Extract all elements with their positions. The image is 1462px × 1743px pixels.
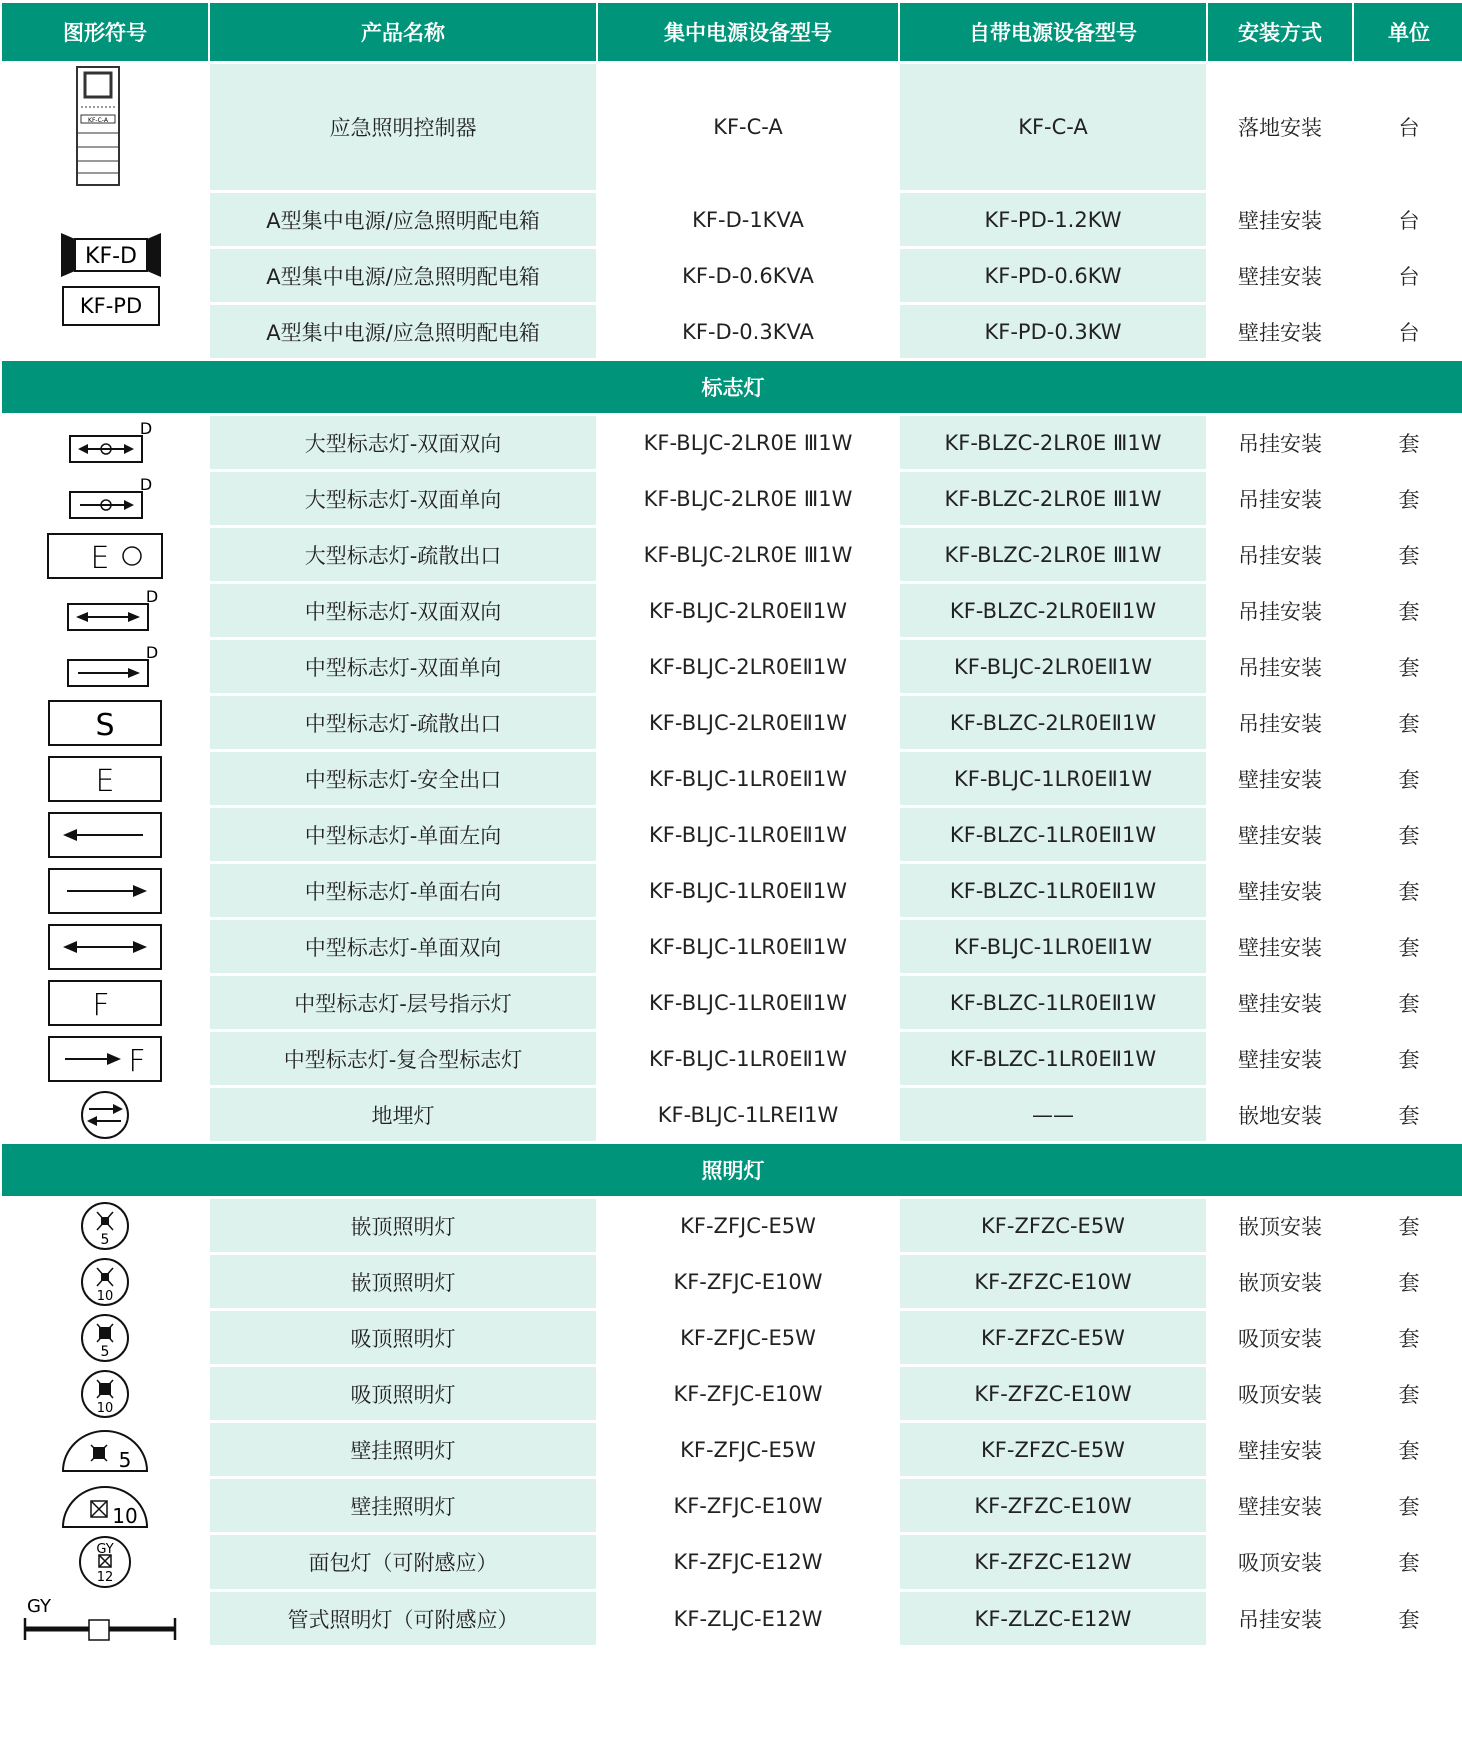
self-model: KF-BLZC-1LR0EⅡ1W bbox=[900, 976, 1206, 1029]
bread-light-icon bbox=[2, 1535, 208, 1589]
central-model: KF-D-1KVA bbox=[598, 193, 898, 246]
svg-text:D: D bbox=[145, 642, 159, 662]
unit: 套 bbox=[1354, 920, 1462, 973]
central-model: KF-BLJC-1LR0EⅡ1W bbox=[598, 1032, 898, 1085]
central-model: KF-ZFJC-E10W bbox=[598, 1479, 898, 1532]
unit: 套 bbox=[1354, 1535, 1462, 1589]
svg-text:10: 10 bbox=[112, 1503, 138, 1528]
central-model: KF-BLJC-2LR0E Ⅲ1W bbox=[598, 528, 898, 581]
install-method: 吸顶安装 bbox=[1208, 1311, 1352, 1364]
unit: 套 bbox=[1354, 528, 1462, 581]
central-model: KF-ZLJC-E12W bbox=[598, 1592, 898, 1645]
unit: 套 bbox=[1354, 584, 1462, 637]
self-model: KF-BLZC-1LR0EⅡ1W bbox=[900, 864, 1206, 917]
product-name: 面包灯（可附感应） bbox=[210, 1535, 596, 1589]
product-name: 大型标志灯-疏散出口 bbox=[210, 528, 596, 581]
svg-text:D: D bbox=[145, 586, 159, 606]
distribution-box-symbol-icon bbox=[2, 193, 208, 358]
central-model: KF-D-0.3KVA bbox=[598, 305, 898, 358]
self-model: KF-ZFZC-E5W bbox=[900, 1423, 1206, 1476]
self-model: KF-BLZC-2LR0EⅡ1W bbox=[900, 584, 1206, 637]
central-model: KF-ZFJC-E12W bbox=[598, 1535, 898, 1589]
svg-text:S: S bbox=[95, 707, 115, 743]
unit: 套 bbox=[1354, 1032, 1462, 1085]
unit: 套 bbox=[1354, 1255, 1462, 1308]
central-model: KF-D-0.6KVA bbox=[598, 249, 898, 302]
table-row bbox=[2, 920, 1462, 973]
product-name: 中型标志灯-单面左向 bbox=[210, 808, 596, 861]
table-header bbox=[2, 3, 1462, 61]
recessed-ceiling-light-icon bbox=[2, 1199, 208, 1252]
product-name: 吸顶照明灯 bbox=[210, 1367, 596, 1420]
central-model: KF-ZFJC-E10W bbox=[598, 1255, 898, 1308]
section-header-signs bbox=[2, 361, 1462, 413]
section-title: 标志灯 bbox=[2, 361, 1462, 413]
floor-indicator-sign-icon bbox=[2, 976, 208, 1029]
product-name: 中型标志灯-复合型标志灯 bbox=[210, 1032, 596, 1085]
product-name: 中型标志灯-单面右向 bbox=[210, 864, 596, 917]
install-method: 壁挂安装 bbox=[1208, 1032, 1352, 1085]
self-model: KF-PD-1.2KW bbox=[900, 193, 1206, 246]
tube-light-icon bbox=[2, 1592, 208, 1645]
install-method: 嵌地安装 bbox=[1208, 1088, 1352, 1141]
wall-light-icon bbox=[2, 1423, 208, 1476]
medium-bidirectional-sign-icon bbox=[2, 584, 208, 637]
unit: 套 bbox=[1354, 1479, 1462, 1532]
install-method: 吊挂安装 bbox=[1208, 1592, 1352, 1645]
header-symbol: 图形符号 bbox=[2, 3, 208, 61]
header-self-model: 自带电源设备型号 bbox=[900, 3, 1206, 61]
self-model: KF-BLJC-1LR0EⅡ1W bbox=[900, 920, 1206, 973]
central-model: KF-BLJC-2LR0E Ⅲ1W bbox=[598, 416, 898, 469]
svg-text:F: F bbox=[92, 987, 110, 1023]
large-exit-sign-icon bbox=[2, 528, 208, 581]
recessed-ceiling-light-icon bbox=[2, 1255, 208, 1308]
install-method: 壁挂安装 bbox=[1208, 1423, 1352, 1476]
table-row bbox=[2, 305, 1462, 358]
right-arrow-sign-icon bbox=[2, 864, 208, 917]
table-row bbox=[2, 249, 1462, 302]
self-model: KF-BLZC-2LR0E Ⅲ1W bbox=[900, 472, 1206, 525]
svg-text:GY: GY bbox=[26, 1595, 52, 1617]
header-name: 产品名称 bbox=[210, 3, 596, 61]
table-row bbox=[2, 696, 1462, 749]
unit: 套 bbox=[1354, 1088, 1462, 1141]
table-row bbox=[2, 1479, 1462, 1532]
controller-symbol-icon bbox=[2, 64, 208, 190]
install-method: 吊挂安装 bbox=[1208, 640, 1352, 693]
table-row bbox=[2, 808, 1462, 861]
svg-text:KF-D: KF-D bbox=[85, 243, 137, 269]
central-model: KF-ZFJC-E10W bbox=[598, 1367, 898, 1420]
self-model: —— bbox=[900, 1088, 1206, 1141]
central-model: KF-BLJC-2LR0EⅡ1W bbox=[598, 640, 898, 693]
self-model: KF-PD-0.3KW bbox=[900, 305, 1206, 358]
table-row bbox=[2, 472, 1462, 525]
self-model: KF-BLZC-2LR0E Ⅲ1W bbox=[900, 528, 1206, 581]
medium-evacuation-exit-sign-icon bbox=[2, 696, 208, 749]
table-row bbox=[2, 1367, 1462, 1420]
svg-text:D: D bbox=[139, 474, 153, 494]
unit: 台 bbox=[1354, 249, 1462, 302]
table-row bbox=[2, 976, 1462, 1029]
self-model: KF-ZFZC-E10W bbox=[900, 1255, 1206, 1308]
self-model: KF-BLJC-1LR0EⅡ1W bbox=[900, 752, 1206, 805]
product-name: 中型标志灯-双面单向 bbox=[210, 640, 596, 693]
central-model: KF-ZFJC-E5W bbox=[598, 1423, 898, 1476]
unit: 套 bbox=[1354, 1311, 1462, 1364]
product-name: 中型标志灯-安全出口 bbox=[210, 752, 596, 805]
product-name: A型集中电源/应急照明配电箱 bbox=[210, 249, 596, 302]
unit: 台 bbox=[1354, 305, 1462, 358]
install-method: 壁挂安装 bbox=[1208, 193, 1352, 246]
table-row bbox=[2, 528, 1462, 581]
self-model: KF-ZFZC-E5W bbox=[900, 1199, 1206, 1252]
central-model: KF-BLJC-1LREI1W bbox=[598, 1088, 898, 1141]
self-model: KF-ZFZC-E5W bbox=[900, 1311, 1206, 1364]
self-model: KF-ZLZC-E12W bbox=[900, 1592, 1206, 1645]
central-model: KF-BLJC-1LR0EⅡ1W bbox=[598, 920, 898, 973]
header-unit: 单位 bbox=[1354, 3, 1462, 61]
central-model: KF-ZFJC-E5W bbox=[598, 1199, 898, 1252]
unit: 套 bbox=[1354, 1592, 1462, 1645]
self-model: KF-BLZC-2LR0E Ⅲ1W bbox=[900, 416, 1206, 469]
svg-text:12: 12 bbox=[96, 1570, 114, 1585]
svg-text:10: 10 bbox=[96, 1400, 114, 1416]
self-model: KF-BLJC-2LR0EⅡ1W bbox=[900, 640, 1206, 693]
table-row bbox=[2, 193, 1462, 246]
product-name: A型集中电源/应急照明配电箱 bbox=[210, 305, 596, 358]
install-method: 吊挂安装 bbox=[1208, 528, 1352, 581]
double-sided-unidirectional-sign-icon bbox=[2, 472, 208, 525]
svg-text:D: D bbox=[139, 418, 153, 438]
table-row bbox=[2, 416, 1462, 469]
surface-ceiling-light-icon bbox=[2, 1367, 208, 1420]
table-row bbox=[2, 752, 1462, 805]
table-row bbox=[2, 1311, 1462, 1364]
table-row bbox=[2, 864, 1462, 917]
self-model: KF-ZFZC-E12W bbox=[900, 1535, 1206, 1589]
header-install: 安装方式 bbox=[1208, 3, 1352, 61]
install-method: 壁挂安装 bbox=[1208, 864, 1352, 917]
product-name: A型集中电源/应急照明配电箱 bbox=[210, 193, 596, 246]
central-model: KF-BLJC-2LR0EⅡ1W bbox=[598, 696, 898, 749]
left-arrow-sign-icon bbox=[2, 808, 208, 861]
product-name: 地埋灯 bbox=[210, 1088, 596, 1141]
unit: 套 bbox=[1354, 864, 1462, 917]
double-sided-bidirectional-sign-icon bbox=[2, 416, 208, 469]
table-row bbox=[2, 1255, 1462, 1308]
product-name: 大型标志灯-双面单向 bbox=[210, 472, 596, 525]
svg-text:5: 5 bbox=[100, 1343, 110, 1360]
self-model: KF-ZFZC-E10W bbox=[900, 1479, 1206, 1532]
central-model: KF-BLJC-2LR0EⅡ1W bbox=[598, 584, 898, 637]
product-name: 管式照明灯（可附感应） bbox=[210, 1592, 596, 1645]
svg-text:E: E bbox=[95, 763, 115, 799]
unit: 套 bbox=[1354, 1367, 1462, 1420]
central-model: KF-BLJC-1LR0EⅡ1W bbox=[598, 864, 898, 917]
install-method: 壁挂安装 bbox=[1208, 305, 1352, 358]
surface-ceiling-light-icon bbox=[2, 1311, 208, 1364]
install-method: 吊挂安装 bbox=[1208, 696, 1352, 749]
wall-light-icon bbox=[2, 1479, 208, 1532]
svg-text:5: 5 bbox=[118, 1447, 132, 1472]
install-method: 壁挂安装 bbox=[1208, 920, 1352, 973]
in-ground-light-icon bbox=[2, 1088, 208, 1141]
central-model: KF-C-A bbox=[598, 64, 898, 190]
product-name: 壁挂照明灯 bbox=[210, 1479, 596, 1532]
unit: 套 bbox=[1354, 1423, 1462, 1476]
unit: 套 bbox=[1354, 1199, 1462, 1252]
unit: 台 bbox=[1354, 193, 1462, 246]
composite-sign-icon bbox=[2, 1032, 208, 1085]
svg-text:KF-C-A: KF-C-A bbox=[88, 117, 108, 124]
table-row bbox=[2, 1592, 1462, 1645]
unit: 套 bbox=[1354, 696, 1462, 749]
install-method: 嵌顶安装 bbox=[1208, 1255, 1352, 1308]
unit: 套 bbox=[1354, 640, 1462, 693]
install-method: 吊挂安装 bbox=[1208, 584, 1352, 637]
product-name: 嵌顶照明灯 bbox=[210, 1255, 596, 1308]
medium-unidirectional-sign-icon bbox=[2, 640, 208, 693]
unit: 套 bbox=[1354, 808, 1462, 861]
unit: 套 bbox=[1354, 976, 1462, 1029]
unit: 台 bbox=[1354, 64, 1462, 190]
svg-text:10: 10 bbox=[96, 1288, 114, 1304]
install-method: 壁挂安装 bbox=[1208, 752, 1352, 805]
central-model: KF-BLJC-1LR0EⅡ1W bbox=[598, 976, 898, 1029]
table-row bbox=[2, 1199, 1462, 1252]
product-name: 中型标志灯-单面双向 bbox=[210, 920, 596, 973]
install-method: 落地安装 bbox=[1208, 64, 1352, 190]
install-method: 吊挂安装 bbox=[1208, 416, 1352, 469]
self-model: KF-BLZC-1LR0EⅡ1W bbox=[900, 808, 1206, 861]
table-row bbox=[2, 1032, 1462, 1085]
product-name: 中型标志灯-疏散出口 bbox=[210, 696, 596, 749]
medium-safety-exit-sign-icon bbox=[2, 752, 208, 805]
install-method: 壁挂安装 bbox=[1208, 249, 1352, 302]
install-method: 嵌顶安装 bbox=[1208, 1199, 1352, 1252]
self-model: KF-ZFZC-E10W bbox=[900, 1367, 1206, 1420]
self-model: KF-C-A bbox=[900, 64, 1206, 190]
svg-text:F: F bbox=[128, 1043, 146, 1079]
product-name: 中型标志灯-层号指示灯 bbox=[210, 976, 596, 1029]
bidirectional-arrow-sign-icon bbox=[2, 920, 208, 973]
install-method: 壁挂安装 bbox=[1208, 976, 1352, 1029]
table-row bbox=[2, 64, 1462, 190]
table-row bbox=[2, 1423, 1462, 1476]
install-method: 吸顶安装 bbox=[1208, 1535, 1352, 1589]
unit: 套 bbox=[1354, 416, 1462, 469]
self-model: KF-PD-0.6KW bbox=[900, 249, 1206, 302]
section-title: 照明灯 bbox=[2, 1144, 1462, 1196]
svg-text:GY: GY bbox=[96, 1542, 114, 1557]
central-model: KF-ZFJC-E5W bbox=[598, 1311, 898, 1364]
unit: 套 bbox=[1354, 472, 1462, 525]
central-model: KF-BLJC-1LR0EⅡ1W bbox=[598, 752, 898, 805]
self-model: KF-BLZC-1LR0EⅡ1W bbox=[900, 1032, 1206, 1085]
svg-text:5: 5 bbox=[100, 1231, 110, 1248]
section-header-lights bbox=[2, 1144, 1462, 1196]
install-method: 吸顶安装 bbox=[1208, 1367, 1352, 1420]
install-method: 壁挂安装 bbox=[1208, 808, 1352, 861]
table-row bbox=[2, 640, 1462, 693]
table-row bbox=[2, 1088, 1462, 1141]
product-name: 嵌顶照明灯 bbox=[210, 1199, 596, 1252]
product-name: 中型标志灯-双面双向 bbox=[210, 584, 596, 637]
product-name: 壁挂照明灯 bbox=[210, 1423, 596, 1476]
table-row bbox=[2, 1535, 1462, 1589]
self-model: KF-BLZC-2LR0EⅡ1W bbox=[900, 696, 1206, 749]
table-row bbox=[2, 584, 1462, 637]
central-model: KF-BLJC-2LR0E Ⅲ1W bbox=[598, 472, 898, 525]
product-name: 大型标志灯-双面双向 bbox=[210, 416, 596, 469]
product-name: 应急照明控制器 bbox=[210, 64, 596, 190]
svg-text:KF-PD: KF-PD bbox=[79, 293, 143, 318]
header-central-model: 集中电源设备型号 bbox=[598, 3, 898, 61]
install-method: 吊挂安装 bbox=[1208, 472, 1352, 525]
svg-text:E: E bbox=[90, 540, 110, 576]
unit: 套 bbox=[1354, 752, 1462, 805]
product-name: 吸顶照明灯 bbox=[210, 1311, 596, 1364]
install-method: 壁挂安装 bbox=[1208, 1479, 1352, 1532]
central-model: KF-BLJC-1LR0EⅡ1W bbox=[598, 808, 898, 861]
